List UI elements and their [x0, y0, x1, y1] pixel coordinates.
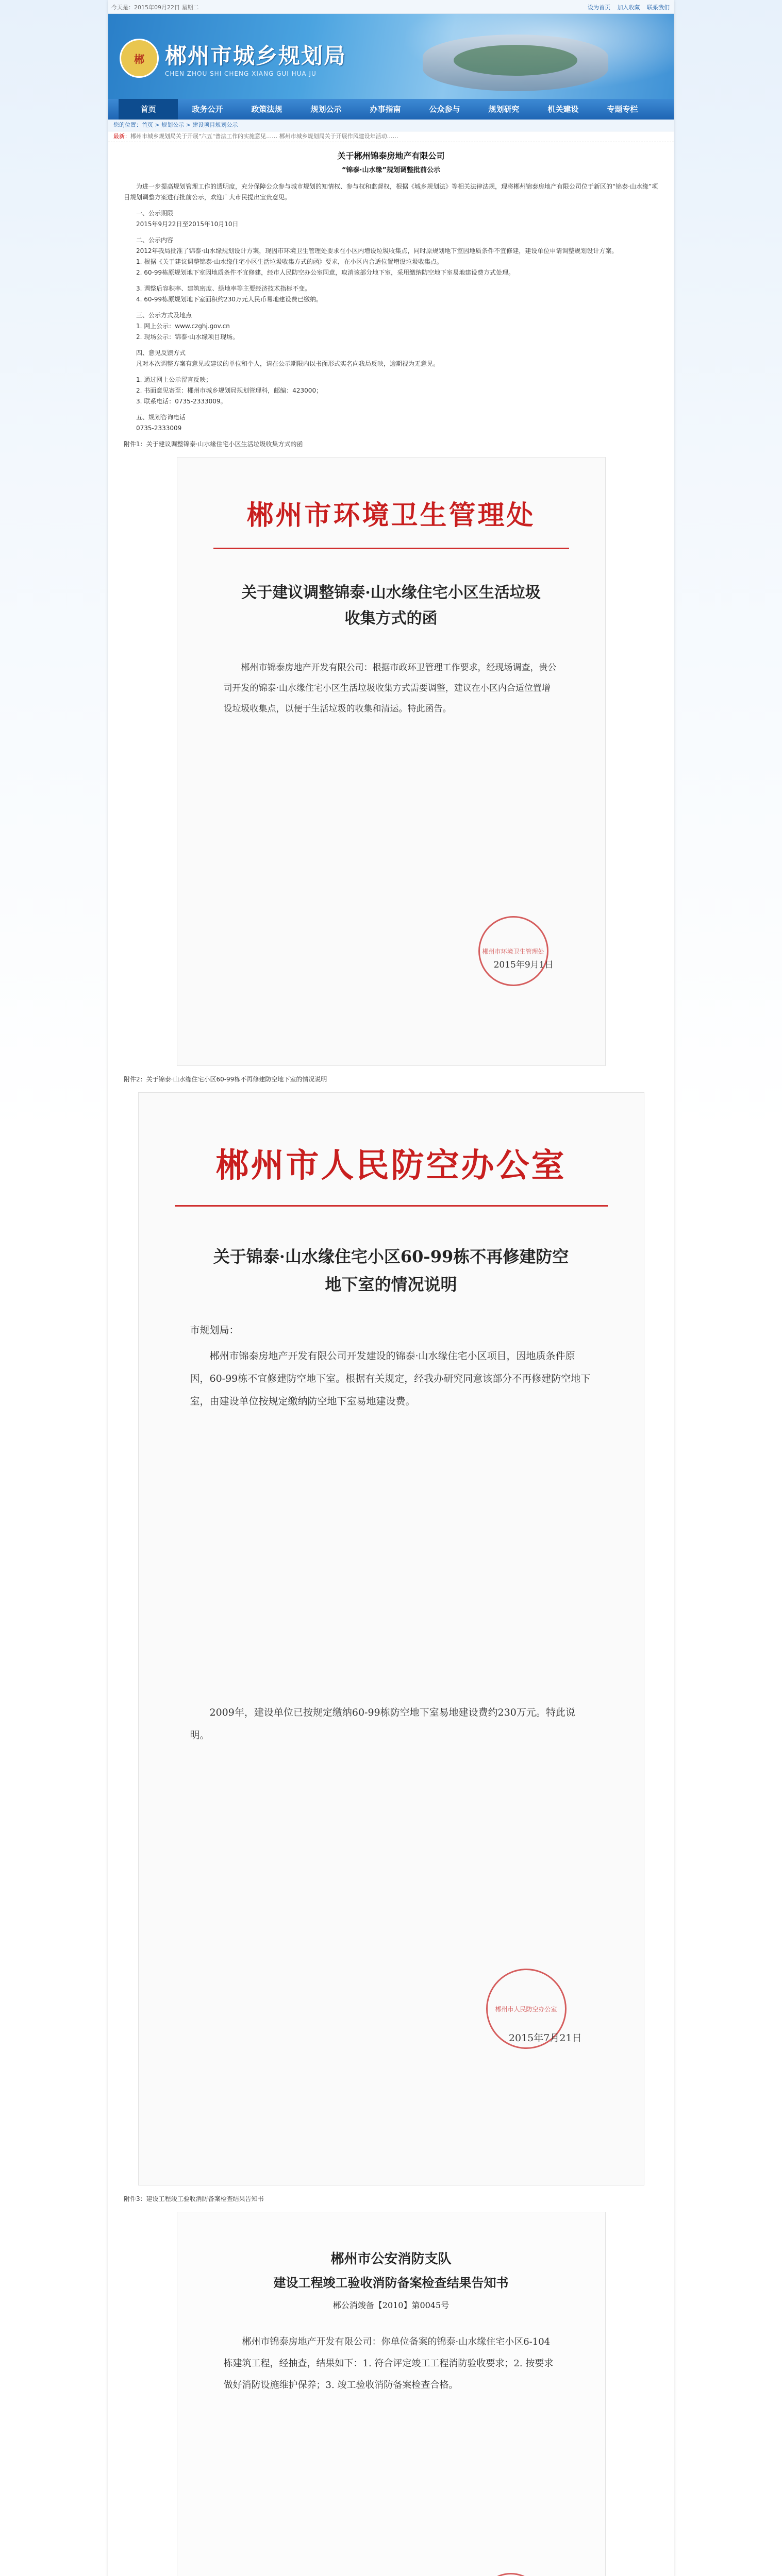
set-home-link[interactable]: 设为首页: [588, 4, 610, 11]
article: [108, 149, 674, 2576]
article-paragraph: 2. 现场公示：锦泰·山水缘项目现场。: [136, 333, 239, 341]
document-title: 关于建议调整锦泰·山水缘住宅小区生活垃圾收集方式的函: [241, 584, 541, 628]
scanned-fire-inspection-notice: [177, 2212, 606, 2576]
article-paragraph: 三、公示方式及地点: [136, 312, 192, 319]
article-paragraph: 3. 联系电话：0735-2333009。: [136, 398, 227, 405]
site-title: 郴州市城乡规划局: [165, 43, 347, 69]
article-paragraph: 凡对本次调整方案有意见或建议的单位和个人，请在公示期限内以书面形式实名向我局反映，逾期视为无意见。: [136, 360, 440, 367]
site-logo[interactable]: [120, 39, 346, 78]
document-date: 2015年9月1日: [493, 960, 554, 970]
article-paragraph: 为进一步提高规划管理工作的透明度，充分保障公众参与城市规划的知情权、参与权和监督权，根据《城乡规划法》等相关法律法规，现将郴州锦泰房地产有限公司位于新区的“锦泰·山水缘”项目规划调整方案进行批前公示，欢迎广大市民提出宝贵意见。: [124, 183, 658, 201]
attachment-caption-1[interactable]: 附件1：关于建议调整锦泰·山水缘住宅小区生活垃圾收集方式的函: [124, 440, 303, 448]
article-paragraph: 四、意见反馈方式: [136, 349, 186, 357]
ticker-label: 最新：: [113, 133, 130, 140]
nav-service-guide[interactable]: 办事指南: [370, 105, 401, 114]
scanned-letter-sanitation: [177, 457, 606, 1066]
top-bar: [108, 0, 674, 14]
article-paragraph: 0735-2333009: [136, 425, 182, 432]
letterhead: 郴州市人民防空办公室: [215, 1146, 567, 1185]
notice-number: 郴公消竣备【2010】第0045号: [332, 2300, 450, 2310]
document-body: 郴州市锦泰房地产开发有限公司开发建设的锦泰·山水缘住宅小区项目，因地质条件原因，60-99栋不宜修建防空地下室。根据有关规定，经我办研究同意该部分不再修建防空地下室，由建设单位按规定缴纳防空地下室易地建设费。: [190, 1350, 591, 1407]
page-container: [108, 0, 674, 2576]
nav-planning-notice[interactable]: 规划公示: [310, 105, 342, 114]
official-seal: 郴州市人民防空办公室: [486, 1969, 567, 2049]
article-subtitle: “锦泰·山水缘”规划调整批前公示: [341, 166, 441, 174]
breadcrumb: 您的位置：首页 > 规划公示 > 建设项目规划公示: [108, 120, 674, 131]
contact-link[interactable]: 联系我们: [647, 4, 670, 11]
notice-title: 建设工程竣工验收消防备案检查结果告知书: [273, 2275, 509, 2290]
article-paragraph: 一、公示期限: [136, 210, 174, 217]
document-body: 郴州市锦泰房地产开发有限公司：你单位备案的锦泰·山水缘住宅小区6-104栋建筑工程，经抽查，结果如下：1. 符合评定竣工工程消防验收要求；2. 按要求做好消防设施维护保养；3. 竣工验收消防备案检查合格。: [223, 2336, 554, 2391]
article-paragraph: 3. 调整后容积率、建筑密度、绿地率等主要经济技术指标不变。: [136, 285, 311, 292]
article-paragraph: 2015年9月22日至2015年10月10日: [136, 221, 239, 228]
stadium-image: [423, 35, 608, 91]
article-paragraph: 五、规划咨询电话: [136, 414, 186, 421]
official-seal: [478, 2573, 543, 2576]
nav-special-topics[interactable]: 专题专栏: [607, 105, 638, 114]
current-date: 今天是：2015年09月22日 星期二: [111, 4, 199, 11]
scanned-letter-civil-defense: [138, 1092, 644, 2185]
document-salutation: 市规划局：: [190, 1325, 239, 1336]
article-paragraph: 1. 网上公示：www.czghj.gov.cn: [136, 323, 230, 330]
article-paragraph: 2. 60-99栋原规划地下室因地质条件不宜修建，经市人民防空办公室同意，取消该部分地下室，采用缴纳防空地下室易地建设费方式处理。: [136, 269, 515, 276]
article-paragraph: 二、公示内容: [136, 236, 174, 244]
site-title-en: CHEN ZHOU SHI CHENG XIANG GUI HUA JU: [165, 70, 317, 77]
attachment-caption-2[interactable]: 附件2：关于锦泰·山水缘住宅小区60-99栋不再修建防空地下室的情况说明: [124, 1076, 327, 1083]
article-paragraph: 1. 根据《关于建议调整锦泰·山水缘住宅小区生活垃圾收集方式的函》要求，在小区内合适位置增设垃圾收集点。: [136, 258, 443, 265]
document-date: 2015年7月21日: [508, 2032, 582, 2044]
article-title: 关于郴州锦泰房地产有限公司: [337, 151, 445, 161]
issuer-title: 郴州市公安消防支队: [330, 2251, 452, 2267]
emblem-icon: 郴: [120, 39, 159, 78]
top-links: [583, 3, 670, 11]
article-paragraph: 2. 书面意见寄至：郴州市城乡规划局规划管理科，邮编：423000；: [136, 387, 323, 394]
nav-public-participation[interactable]: 公众参与: [429, 105, 460, 114]
add-favorite-link[interactable]: 加入收藏: [617, 4, 640, 11]
article-paragraph: 2012年我局批准了锦泰·山水缘规划设计方案，现因市环境卫生管理处要求在小区内增设垃圾收集点，同时原规划地下室因地质条件不宜修建，建设单位申请调整规划设计方案。: [136, 247, 618, 255]
ticker-text[interactable]: 郴州市城乡规划局关于开展"六五"普法工作的实施意见…… 郴州市城乡规划局关于开展作风建设年活动……: [130, 133, 398, 140]
nav-policies[interactable]: 政策法规: [251, 105, 282, 114]
attachment-caption-3[interactable]: 附件3：建设工程竣工验收消防备案检查结果告知书: [124, 2195, 264, 2202]
article-paragraph: 1. 通过网上公示留言反映；: [136, 376, 212, 383]
document-title: 关于锦泰·山水缘住宅小区60-99栋不再修建防空地下室的情况说明: [213, 1247, 569, 1294]
header-banner: [108, 14, 674, 99]
document-body: 2009年，建设单位已按规定缴纳60-99栋防空地下室易地建设费约230万元。特此说明。: [190, 1707, 575, 1741]
main-nav: [108, 99, 674, 120]
nav-organization[interactable]: 机关建设: [547, 105, 579, 114]
document-body: 郴州市锦泰房地产开发有限公司：根据市政环卫管理工作要求，经现场调查，贵公司开发的锦泰·山水缘住宅小区生活垃圾收集方式需要调整，建议在小区内合适位置增设垃圾收集点，以便于生活垃圾的收集和清运。特此函告。: [223, 663, 557, 714]
nav-government-affairs[interactable]: 政务公开: [192, 105, 223, 114]
nav-home[interactable]: 首页: [119, 99, 178, 120]
news-ticker: [108, 131, 674, 142]
nav-planning-research[interactable]: 规划研究: [488, 105, 520, 114]
letterhead: 郴州市环境卫生管理处: [246, 500, 536, 531]
article-paragraph: 4. 60-99栋原规划地下室面积约230万元人民币易地建设费已缴纳。: [136, 296, 323, 303]
official-seal: 郴州市环境卫生管理处: [478, 916, 548, 986]
